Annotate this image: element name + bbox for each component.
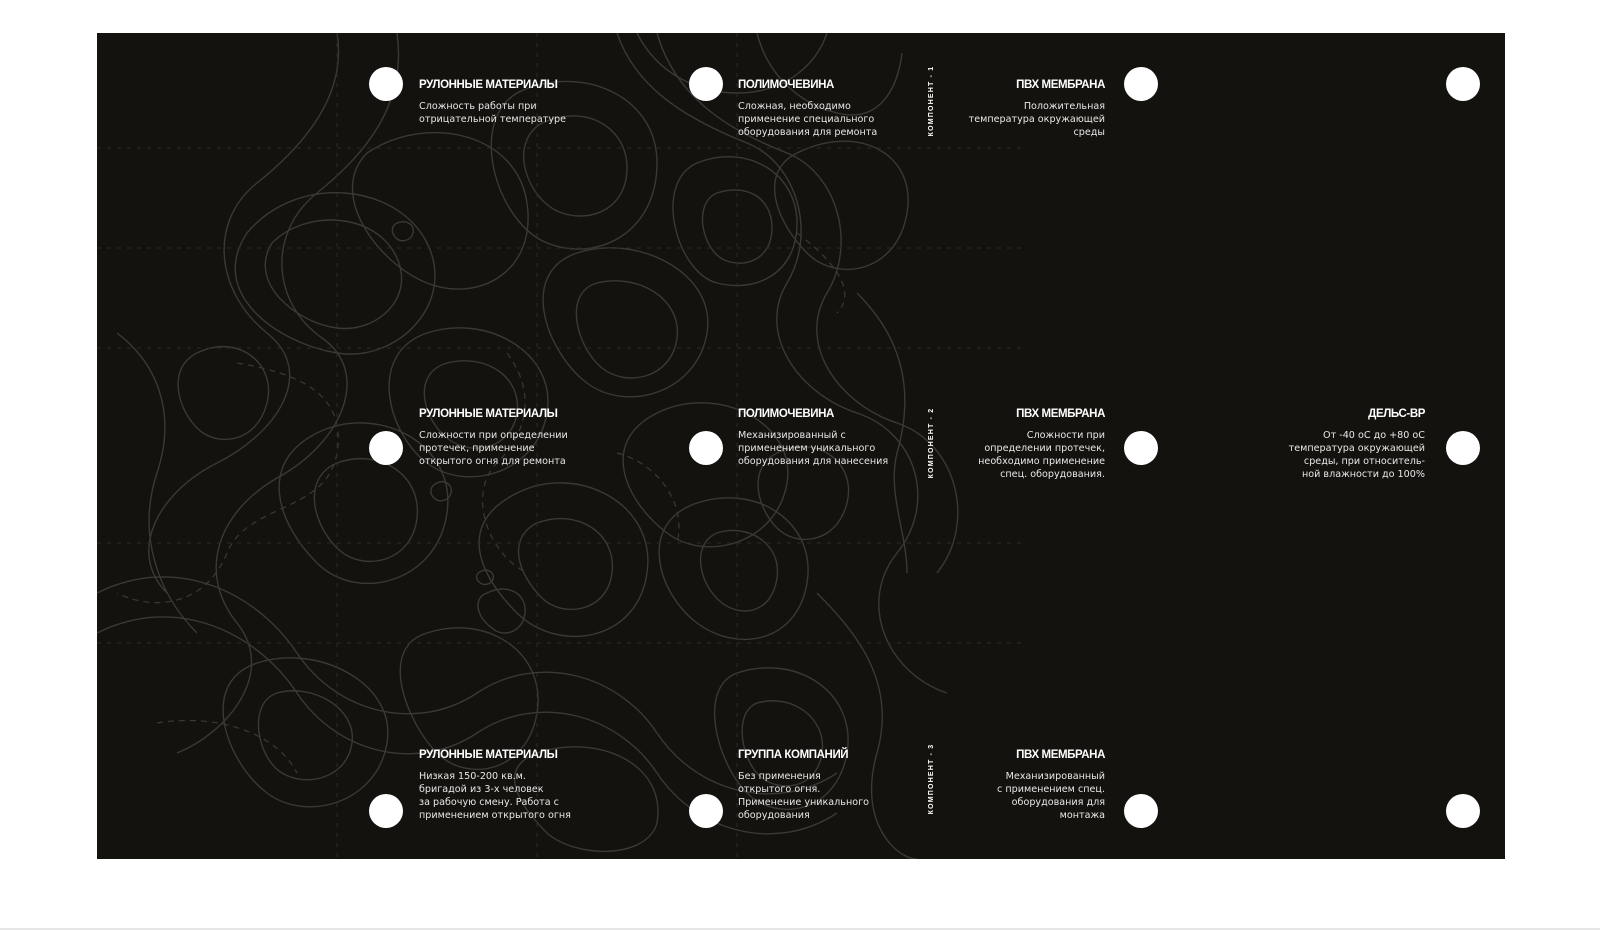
cell-r3-rolled-materials [419,749,594,822]
node-r1-c1 [369,67,403,101]
node-r1-c3 [1124,67,1158,101]
cell-text: Низкая 150-200 кв.м. бригадой из 3-х человек за рабочую смену. Работа с применением открытого огня [419,771,571,821]
node-r2-c1 [369,431,403,465]
cell-r3-pvc-membrane [940,749,1105,822]
cell-r2-pvc-membrane [940,408,1105,481]
node-r3-c2 [689,794,723,828]
node-r1-c2 [689,67,723,101]
cell-text: Сложность работы при отрицательной температуре [419,101,567,125]
cell-title: ПВХ МЕМБРАНА [1016,749,1105,761]
node-r2-c4 [1446,431,1480,465]
cell-text: Механизированный с применением спец. оборудования для монтажа [997,771,1105,821]
cell-text: Сложная, необходимо применение специального оборудования для ремонта [738,101,878,138]
cell-text: Сложности при определении протечек, необходимо применение спец. оборудования. [978,430,1105,480]
cell-text: Без применения открытого огня. Применение уникального оборудования [738,771,870,821]
cell-r3-group-of-companies [738,749,908,822]
cell-title: ГРУППА КОМПАНИЙ [738,749,849,761]
cell-title: РУЛОННЫЕ МАТЕРИАЛЫ [419,749,558,761]
cell-text: Механизированный с применением уникального оборудования для нанесения [738,430,889,467]
cell-title: ПОЛИМОЧЕВИНА [738,79,834,91]
cell-r1-pvc-membrane [940,79,1105,139]
node-r2-c3 [1124,431,1158,465]
cell-r2-rolled-materials [419,408,589,468]
cell-title: РУЛОННЫЕ МАТЕРИАЛЫ [419,79,558,91]
cell-r1-polyurea [738,79,908,139]
cell-text: Сложности при определении протечек, применение открытого огня для ремонта [419,430,568,467]
cell-text: Положительная температура окружающей среды [968,101,1105,138]
node-r3-c1 [369,794,403,828]
node-r3-c3 [1124,794,1158,828]
component-label-3: КОМПОНЕНТ - 3 [928,743,935,815]
component-label-1: КОМПОНЕНТ - 1 [928,65,935,137]
node-r1-c4 [1446,67,1480,101]
cell-title: ДЕЛЬС-ВР [1368,408,1425,420]
cell-title: ПОЛИМОЧЕВИНА [738,408,834,420]
cell-title: ПВХ МЕМБРАНА [1016,408,1105,420]
cell-title: РУЛОННЫЕ МАТЕРИАЛЫ [419,408,558,420]
node-r3-c4 [1446,794,1480,828]
cell-title: ПВХ МЕМБРАНА [1016,79,1105,91]
node-r2-c2 [689,431,723,465]
cell-r1-rolled-materials [419,79,589,126]
comparison-panel [97,33,1505,859]
cell-r2-dels-vr [1260,408,1425,481]
cell-r2-polyurea [738,408,913,468]
component-label-2: КОМПОНЕНТ - 2 [928,407,935,479]
cell-text: От -40 оС до +80 оС температура окружающей среды, при относитель- ной влажности до 100% [1288,430,1425,480]
